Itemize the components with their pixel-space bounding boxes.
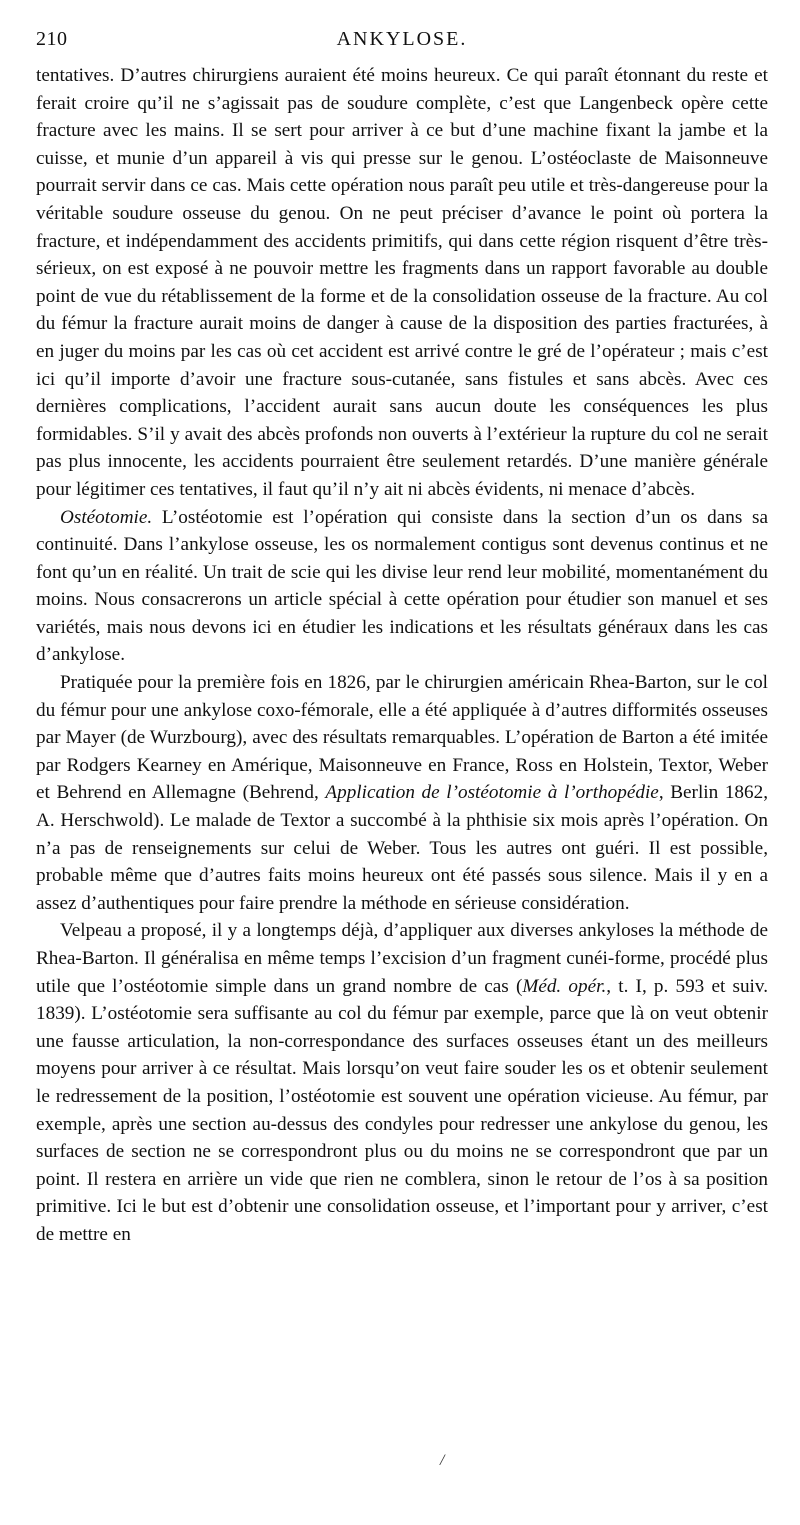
citation-med-oper: Méd. opér. bbox=[522, 975, 607, 997]
paragraph-2-text: L’ostéotomie est l’opération qui consiste dans la section d’un os dans sa continuité. Dans l’ankylose osseuse, les os normalement contigus sont devenus continus et ne font qu’un en réalité. Un trait de scie qui les divise leur rend leur mobilité, momentanément du moins. Nous consacrerons un article spécial à cette opération pour étudier son manuel et ses variétés, mais nous devons ici en étudier les indications et les résultats généraux dans les cas d’ankylose. bbox=[36, 506, 768, 666]
paragraph-2 bbox=[36, 504, 768, 670]
paragraph-3 bbox=[36, 669, 768, 917]
document-page bbox=[36, 28, 768, 1249]
section-heading-osteotomie: Ostéotomie. bbox=[60, 506, 153, 528]
footer-mark: / bbox=[440, 1452, 445, 1469]
paragraph-4-text-b: , t. I, p. 593 et suiv. 1839). L’ostéotomie sera suffisante au col du fémur par exemple, parce que là on veut obtenir une fausse articulation, la non-correspondance des surfaces osseuses étant un des meilleurs moyens pour arriver à ce résultat. Mais lorsqu’on veut faire souder les os et obtenir seulement le redressement de la position, l’ostéotomie est souvent une opération vicieuse. Au fémur, par exemple, après une section au-dessus des condyles pour redresser une ankylose du genou, les surfaces de section ne se correspondront plus ou du moins ne se correspondront que par un point. Il restera en arrière un vide que rien ne comblera, sinon le retour de l’os à sa position primitive. Ici le but est d’obtenir une consolidation osseuse, et l’important pour y arriver, c’est de mettre en bbox=[36, 975, 769, 1245]
paragraph-4-text-a: Velpeau a proposé, il y a longtemps déjà, d’appliquer aux diverses ankyloses la méthode de Rhea-Barton. Il généralisa en même temps l’excision d’un fragment cunéi-forme, procédé plus utile que l’ostéotomie simple dans un grand nombre de cas ( bbox=[36, 920, 768, 997]
paragraph-4 bbox=[36, 917, 768, 1248]
paragraph-3-text-b: , Berlin 1862, A. Herschwold). Le malade de Textor a succombé à la phthisie six mois après l’opération. On n’a pas de renseignements sur celui de Weber. Tous les autres ont guéri. Il est possible, probable même que d’autres faits moins heureux ont été passés sous silence. Mais il y en a assez d’authentiques pour faire prendre la méthode en sérieuse considération. bbox=[36, 782, 769, 914]
paragraph-1-text: tentatives. D’autres chirurgiens auraient été moins heureux. Ce qui paraît étonnant du reste et ferait croire qu’il ne s’agissait pas de soudure complète, c’est que Langenbeck opère cette fracture avec les mains. Il se sert pour arriver à ce but d’une machine fixant la jambe et la cuisse, et munie d’un appareil à vis qui presse sur le genou. L’ostéoclaste de Maisonneuve pourrait servir dans ce cas. Mais cette opération nous paraît peu utile et très-dangereuse pour la véritable soudure osseuse du genou. On ne peut préciser d’avance le point où portera la fracture, et indépendamment des accidents primitifs, qui dans cette région risquent d’être très-sérieux, on est exposé à ne pouvoir mettre les fragments dans un rapport favorable au double point de vue du rétablissement de la forme et de la consolidation osseuse de la fracture. Au col du fémur la fracture aurait moins de danger à cause de la disposition des parties fracturées, à en juger du moins par les cas où cet accident est arrivé contre le gré de l’opérateur ; mais c’est ici qu’il importe d’avoir une fracture sous-cutanée, sans fistules et sans abcès. Avec ces dernières complications, l’accident aurait sans aucun doute les conséquences les plus formidables. S’il y avait des abcès profonds non ouverts à l’extérieur la rupture du col ne serait pas plus innocente, les accidents pourraient être seulement retardés. D’une manière générale pour légitimer ces tentatives, il faut qu’il n’y ait ni abcès évidents, ni menace d’abcès. bbox=[36, 65, 768, 500]
citation-title: Application de l’ostéotomie à l’orthopédie bbox=[325, 782, 659, 804]
body-text bbox=[36, 62, 768, 1249]
running-head bbox=[36, 28, 768, 58]
paragraph-3-text-a: Pratiquée pour la première fois en 1826, par le chirurgien américain Rhea-Barton, sur le col du fémur pour une ankylose coxo-fémorale, elle a été appliquée à d’autres difformités osseuses par Mayer (de Wurzbourg), avec des résultats remarquables. L’opération de Barton a été imitée par Rodgers Kearney en Amérique, Maisonneuve en France, Ross en Holstein, Textor, Weber et Behrend en Allemagne (Behrend, bbox=[36, 672, 768, 804]
paragraph-1 bbox=[36, 62, 768, 504]
page-number: 210 bbox=[36, 28, 68, 50]
running-title: ANKYLOSE. bbox=[336, 28, 468, 50]
